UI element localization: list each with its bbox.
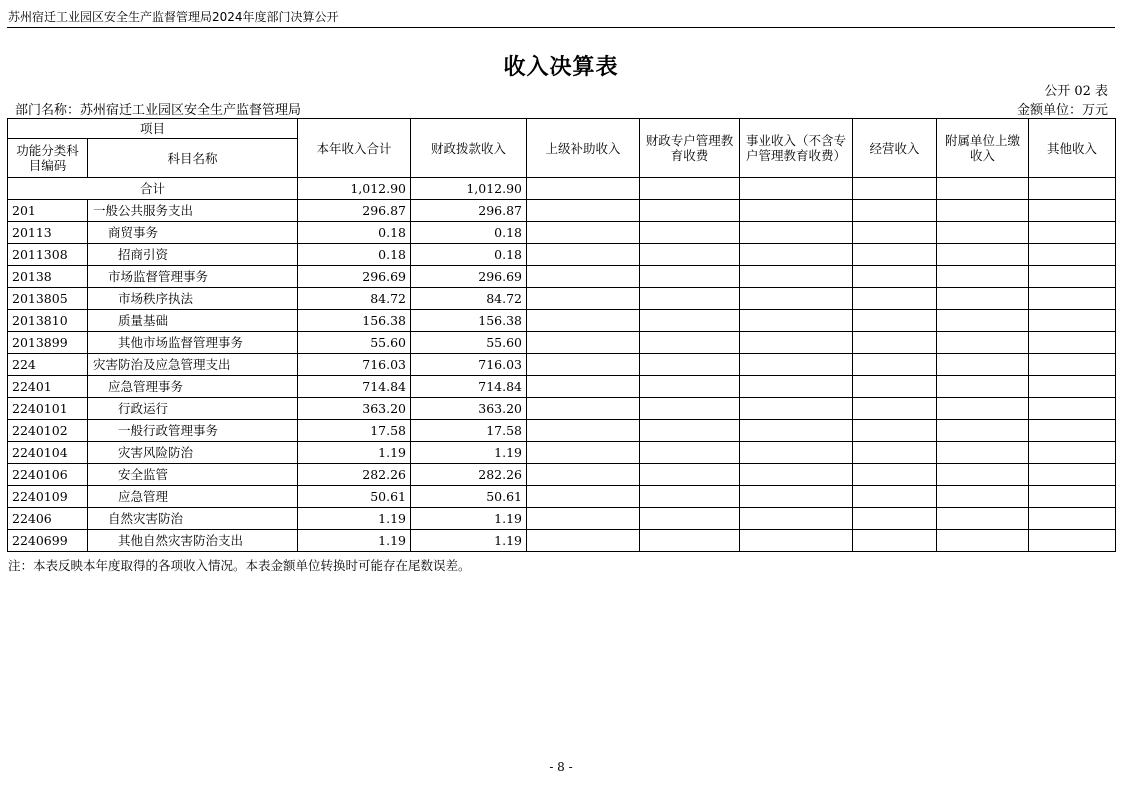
row-code: 2240101: [8, 398, 88, 420]
row-code: 2240699: [8, 530, 88, 552]
empty-cell: [937, 200, 1029, 222]
empty-cell: [853, 398, 937, 420]
empty-cell: [740, 178, 853, 200]
empty-cell: [527, 332, 640, 354]
header-total-income: 本年收入合计: [298, 119, 411, 178]
row-total-income: 0.18: [298, 244, 411, 266]
empty-cell: [853, 530, 937, 552]
row-total-income: 714.84: [298, 376, 411, 398]
empty-cell: [740, 332, 853, 354]
empty-cell: [640, 310, 740, 332]
header-operating-income: 经营收入: [853, 119, 937, 178]
empty-cell: [853, 266, 937, 288]
total-label: 合计: [8, 178, 298, 200]
row-total-income: 296.69: [298, 266, 411, 288]
empty-cell: [853, 508, 937, 530]
empty-cell: [937, 222, 1029, 244]
row-fiscal-allocation: 50.61: [411, 486, 527, 508]
header-subject-name: 科目名称: [88, 139, 298, 178]
empty-cell: [853, 222, 937, 244]
empty-cell: [527, 486, 640, 508]
row-fiscal-allocation: 84.72: [411, 288, 527, 310]
empty-cell: [640, 508, 740, 530]
row-code: 2240104: [8, 442, 88, 464]
empty-cell: [740, 244, 853, 266]
empty-cell: [740, 222, 853, 244]
row-total-income: 156.38: [298, 310, 411, 332]
row-total-income: 55.60: [298, 332, 411, 354]
empty-cell: [1029, 530, 1116, 552]
empty-cell: [740, 508, 853, 530]
empty-cell: [740, 376, 853, 398]
header-function-code: 功能分类科目编码: [8, 139, 88, 178]
empty-cell: [853, 376, 937, 398]
row-total-income: 296.87: [298, 200, 411, 222]
empty-cell: [740, 398, 853, 420]
empty-cell: [1029, 420, 1116, 442]
empty-cell: [937, 310, 1029, 332]
table-row: [8, 486, 1116, 508]
empty-cell: [1029, 442, 1116, 464]
row-fiscal-allocation: 1.19: [411, 442, 527, 464]
empty-cell: [937, 420, 1029, 442]
row-total-income: 50.61: [298, 486, 411, 508]
table-row: [8, 398, 1116, 420]
empty-cell: [640, 244, 740, 266]
empty-cell: [1029, 398, 1116, 420]
row-subject-name: 灾害风险防治: [88, 442, 298, 464]
header-affiliated-income: 附属单位上缴收入: [937, 119, 1029, 178]
empty-cell: [640, 354, 740, 376]
row-subject-name: 商贸事务: [88, 222, 298, 244]
table-row: [8, 508, 1116, 530]
table-row: [8, 200, 1116, 222]
row-fiscal-allocation: 282.26: [411, 464, 527, 486]
header-item: 项目: [8, 119, 298, 139]
empty-cell: [740, 420, 853, 442]
report-title: 收入决算表: [503, 55, 619, 80]
row-subject-name: 市场秩序执法: [88, 288, 298, 310]
row-total-income: 1.19: [298, 442, 411, 464]
empty-cell: [937, 244, 1029, 266]
empty-cell: [640, 266, 740, 288]
empty-cell: [527, 530, 640, 552]
row-fiscal-allocation: 363.20: [411, 398, 527, 420]
empty-cell: [937, 508, 1029, 530]
table-row: [8, 420, 1116, 442]
row-code: 2013810: [8, 310, 88, 332]
row-code: 22401: [8, 376, 88, 398]
empty-cell: [937, 530, 1029, 552]
empty-cell: [527, 178, 640, 200]
row-fiscal-allocation: 1.19: [411, 530, 527, 552]
row-subject-name: 一般行政管理事务: [88, 420, 298, 442]
row-fiscal-allocation: 17.58: [411, 420, 527, 442]
row-fiscal-allocation: 1.19: [411, 508, 527, 530]
row-code: 2011308: [8, 244, 88, 266]
empty-cell: [640, 376, 740, 398]
table-row: [8, 332, 1116, 354]
running-header-title: 苏州宿迁工业园区安全生产监督管理局2024年度部门决算公开: [8, 10, 339, 24]
table-row: [8, 464, 1116, 486]
empty-cell: [527, 222, 640, 244]
empty-cell: [527, 266, 640, 288]
total-row: [8, 178, 1116, 200]
empty-cell: [853, 244, 937, 266]
row-subject-name: 一般公共服务支出: [88, 200, 298, 222]
row-fiscal-allocation: 0.18: [411, 244, 527, 266]
row-fiscal-allocation: 0.18: [411, 222, 527, 244]
empty-cell: [1029, 200, 1116, 222]
form-number: 公开 02 表: [1044, 84, 1108, 99]
empty-cell: [640, 442, 740, 464]
empty-cell: [1029, 244, 1116, 266]
row-total-income: 1.19: [298, 530, 411, 552]
empty-cell: [853, 354, 937, 376]
empty-cell: [937, 178, 1029, 200]
empty-cell: [527, 376, 640, 398]
row-subject-name: 应急管理事务: [88, 376, 298, 398]
empty-cell: [1029, 354, 1116, 376]
empty-cell: [937, 376, 1029, 398]
row-total-income: 0.18: [298, 222, 411, 244]
empty-cell: [1029, 376, 1116, 398]
row-subject-name: 自然灾害防治: [88, 508, 298, 530]
empty-cell: [527, 310, 640, 332]
empty-cell: [640, 288, 740, 310]
row-total-income: 17.58: [298, 420, 411, 442]
row-subject-name: 应急管理: [88, 486, 298, 508]
table-row: [8, 310, 1116, 332]
row-subject-name: 质量基础: [88, 310, 298, 332]
empty-cell: [527, 244, 640, 266]
page-number: - 8 -: [549, 760, 573, 774]
total-fiscal-value: 1,012.90: [411, 178, 527, 200]
empty-cell: [937, 332, 1029, 354]
row-subject-name: 行政运行: [88, 398, 298, 420]
department-name: 部门名称：苏州宿迁工业园区安全生产监督管理局: [15, 103, 302, 118]
row-fiscal-allocation: 55.60: [411, 332, 527, 354]
header-fiscal-allocation: 财政拨款收入: [411, 119, 527, 178]
row-fiscal-allocation: 296.69: [411, 266, 527, 288]
row-subject-name: 其他市场监督管理事务: [88, 332, 298, 354]
empty-cell: [740, 464, 853, 486]
empty-cell: [640, 420, 740, 442]
row-subject-name: 其他自然灾害防治支出: [88, 530, 298, 552]
empty-cell: [527, 200, 640, 222]
empty-cell: [640, 222, 740, 244]
empty-cell: [853, 200, 937, 222]
row-total-income: 282.26: [298, 464, 411, 486]
header-other-income: 其他收入: [1029, 119, 1116, 178]
empty-cell: [1029, 288, 1116, 310]
empty-cell: [527, 420, 640, 442]
row-code: 2240109: [8, 486, 88, 508]
row-subject-name: 灾害防治及应急管理支出: [88, 354, 298, 376]
empty-cell: [1029, 266, 1116, 288]
empty-cell: [740, 266, 853, 288]
row-fiscal-allocation: 714.84: [411, 376, 527, 398]
empty-cell: [937, 486, 1029, 508]
row-code: 22406: [8, 508, 88, 530]
row-fiscal-allocation: 156.38: [411, 310, 527, 332]
table-row: [8, 288, 1116, 310]
empty-cell: [853, 288, 937, 310]
empty-cell: [527, 442, 640, 464]
row-code: 201: [8, 200, 88, 222]
empty-cell: [740, 200, 853, 222]
row-code: 2240106: [8, 464, 88, 486]
header-business-income: 事业收入（不含专户管理教育收费）: [740, 119, 853, 178]
row-total-income: 716.03: [298, 354, 411, 376]
empty-cell: [740, 530, 853, 552]
footnote: 注：本表反映本年度取得的各项收入情况。本表金额单位转换时可能存在尾数误差。: [8, 558, 471, 573]
empty-cell: [937, 464, 1029, 486]
empty-cell: [527, 288, 640, 310]
row-subject-name: 安全监管: [88, 464, 298, 486]
empty-cell: [853, 178, 937, 200]
empty-cell: [937, 442, 1029, 464]
empty-cell: [853, 310, 937, 332]
empty-cell: [740, 310, 853, 332]
empty-cell: [640, 178, 740, 200]
table-row: [8, 354, 1116, 376]
row-code: 2240102: [8, 420, 88, 442]
row-total-income: 363.20: [298, 398, 411, 420]
table-row: [8, 244, 1116, 266]
table-row: [8, 376, 1116, 398]
empty-cell: [640, 486, 740, 508]
amount-unit: 金额单位：万元: [1016, 103, 1108, 118]
empty-cell: [640, 332, 740, 354]
income-budget-table: [7, 118, 1116, 552]
row-fiscal-allocation: 716.03: [411, 354, 527, 376]
empty-cell: [1029, 222, 1116, 244]
empty-cell: [527, 464, 640, 486]
empty-cell: [740, 354, 853, 376]
row-code: 20138: [8, 266, 88, 288]
empty-cell: [740, 288, 853, 310]
empty-cell: [640, 530, 740, 552]
empty-cell: [937, 354, 1029, 376]
empty-cell: [1029, 508, 1116, 530]
header-superior-subsidy: 上级补助收入: [527, 119, 640, 178]
table-row: [8, 266, 1116, 288]
empty-cell: [527, 354, 640, 376]
empty-cell: [1029, 486, 1116, 508]
row-code: 20113: [8, 222, 88, 244]
row-code: 224: [8, 354, 88, 376]
empty-cell: [527, 398, 640, 420]
empty-cell: [1029, 310, 1116, 332]
table-row: [8, 222, 1116, 244]
row-code: 2013805: [8, 288, 88, 310]
row-total-income: 1.19: [298, 508, 411, 530]
empty-cell: [853, 332, 937, 354]
empty-cell: [527, 508, 640, 530]
header-fiscal-education-fee: 财政专户管理教育收费: [640, 119, 740, 178]
row-code: 2013899: [8, 332, 88, 354]
empty-cell: [640, 398, 740, 420]
total-income-value: 1,012.90: [298, 178, 411, 200]
header-rule: [7, 27, 1115, 28]
empty-cell: [937, 288, 1029, 310]
empty-cell: [1029, 178, 1116, 200]
table-row: [8, 442, 1116, 464]
empty-cell: [1029, 464, 1116, 486]
empty-cell: [853, 442, 937, 464]
empty-cell: [853, 420, 937, 442]
row-fiscal-allocation: 296.87: [411, 200, 527, 222]
empty-cell: [937, 398, 1029, 420]
row-subject-name: 招商引资: [88, 244, 298, 266]
empty-cell: [853, 464, 937, 486]
table-row: [8, 530, 1116, 552]
empty-cell: [937, 266, 1029, 288]
row-subject-name: 市场监督管理事务: [88, 266, 298, 288]
row-total-income: 84.72: [298, 288, 411, 310]
empty-cell: [640, 464, 740, 486]
empty-cell: [1029, 332, 1116, 354]
empty-cell: [740, 486, 853, 508]
empty-cell: [853, 486, 937, 508]
empty-cell: [640, 200, 740, 222]
empty-cell: [740, 442, 853, 464]
